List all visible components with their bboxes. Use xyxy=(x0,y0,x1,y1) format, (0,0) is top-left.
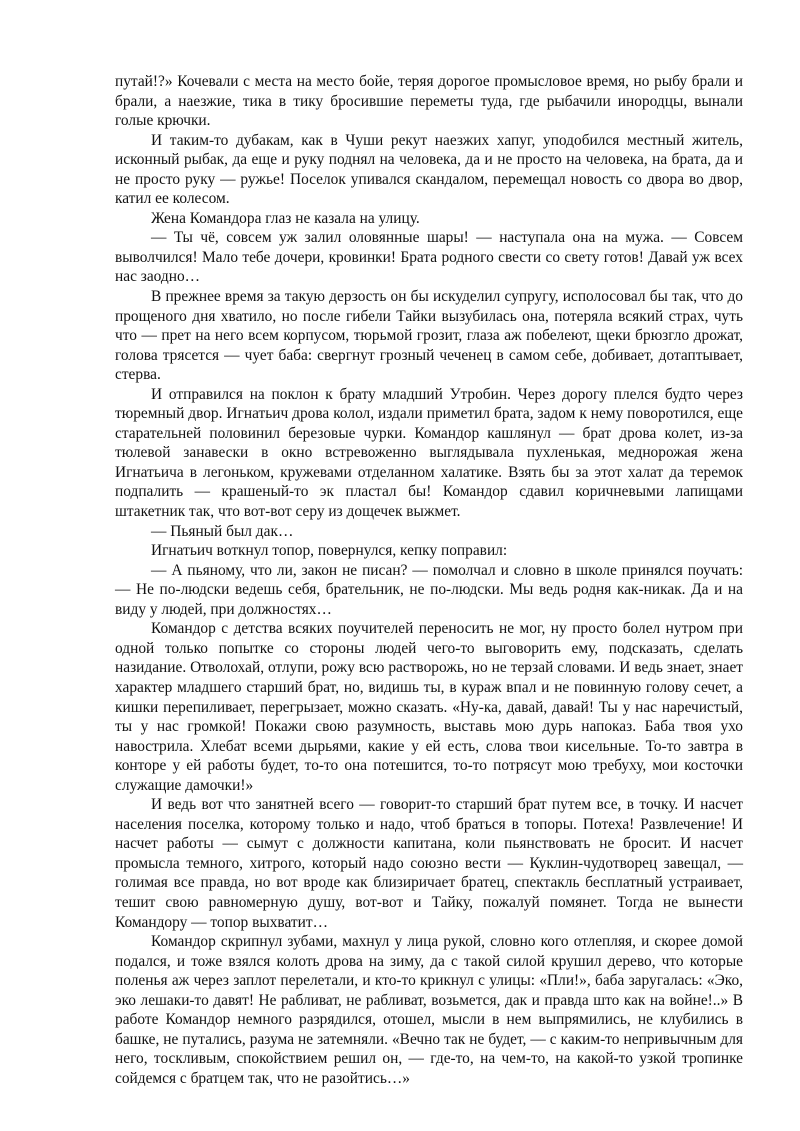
paragraph: путай!?» Кочевали с места на место бойе, теряя дорогое промысловое время, но рыбу брали и брали, а наезжие, тика в тику бросившие переметы туда, где рыбачили инородцы, вынали голые крючки. xyxy=(115,73,743,130)
paragraph: Игнатьич воткнул топор, повернулся, кепку поправил: xyxy=(151,542,508,560)
paragraph: И отправился на поклон к брату младший Утробин. Через дорогу плелся будто через тюремный двор. Игнатьич дрова колол, издали приметил брата, задом к нему поворотился, еще старательней половинил березовые чурки. Командор кашлянул — брат дрова колет, из-за тюлевой занавески в окно встревоженно выглядывала пухленькая, меднорожая жена Игнатьича в легоньком, кружевами отделанном халатике. Взять бы за этот халат да теремок подпалить — крашеный-то эк пластал бы! Командор сдавил коричневыми лапищами штакетник так, что вот-вот серу из дощечек выжмет. xyxy=(115,385,743,521)
paragraph: Командор скрипнул зубами, махнул у лица рукой, словно кого отлепляя, и скорее домой подался, и тоже взялся колоть дрова на зиму, да с такой силой крушил дерево, что которые поленья аж через заплот перелетали, и кто-то крикнул с улицы: «Пли!», баба заругалась: «Эко, эко лешаки-то давят! Не рабливат, не рабливат, возьмется, дак и правда што как на войне!..» В работе Командор немного разрядился, отошел, мысли в нем выпрямились, не клубились в башке, не путались, разума не затемняли. «Вечно так не будет, — с каким-то непривычным для него, тоскливым, спокойствием решил он, — где-то, на чем-то, на какой-то узкой тропинке сойдемся с братцем так, что не разойтись…» xyxy=(115,933,743,1087)
paragraph: — А пьяному, что ли, закон не писан? — помолчал и словно в школе принялся поучать: — Не по-людски ведешь себя, брательник, не по-людски. Мы ведь родня как-никак. Да и на виду у людей, при должностях… xyxy=(115,561,743,618)
paragraph: И ведь вот что занятней всего — говорит-то старший брат путем все, в точку. И насчет населения поселка, которому только и надо, чтоб браться в топоры. Потеха! Развлечение! И насчет работы — сымут с должности капитана, коли пьянствовать не бросит. И насчет промысла темного, хитрого, который надо союзно вести — Куклин-чудотворец завещал, — голимая все правда, но вот вроде как близиричает братец, спектакль бесплатный устраивает, тешит свою равномерную душу, вот-вот и Тайку, пожалуй помянет. Тогда не вынести Командору — топор выхватит… xyxy=(115,796,743,931)
paragraph: — Пьяный был дак… xyxy=(151,522,294,540)
paragraph: В прежнее время за такую дерзость он бы искуделил супругу, исполосовал бы так, что до прощеного дня хватило, но после гибели Тайки вызубилась она, потеряла всякий страх, чуть что — прет на него всем корпусом, тюрьмой грозит, глаза аж побелеют, щеки брюзгло дрожат, голова трясется — чует баба: свергнут грозный чеченец в самом себе, добивает, дотаптывает, стерва. xyxy=(115,288,743,384)
paragraph: И таким-то дубакам, как в Чуши рекут наезжих хапуг, уподобился местный житель, исконный рыбак, да еще и руку поднял на человека, да и не просто на человека, на брата, да и не просто руку — ружье! Поселок упивался скандалом, перемещал новость со двора во двор, катил ее колесом. xyxy=(115,131,743,208)
paragraph: — Ты чё, совсем уж залил оловянные шары! — наступала она на мужа. — Совсем выволчился! Мало тебе дочери, кровинки! Брата родного свести со свету готов! Давай уж всех нас заодно… xyxy=(115,229,743,286)
document-page xyxy=(115,72,743,1088)
paragraph: Командор с детства всяких поучителей переносить не мог, ну просто болел нутром при одной только попытке со стороны людей чего-то выговорить ему, подсказать, сделать назидание. Отволохай, отлупи, рожу всю растворожь, но не терзай словами. И ведь знает, знает характер младшего старший брат, но, видишь ты, в кураж впал и не повинную голову сечет, а кишки перепиливает, перегрызает, можно сказать. «Ну-ка, давай, давай! Ты у нас наречистый, ты у нас громкой! Покажи свою разумность, выставь мою дурь напоказ. Баба твоя ухо навострила. Хлебат всеми дырьями, какие у ей есть, слова твои кисельные. То-то завтра в конторе у ей работы будет, то-то она потешится, то-то потрясут мою требуху, мои косточки служащие дамочки!» xyxy=(115,620,743,794)
paragraph: Жена Командора глаз не казала на улицу. xyxy=(151,209,420,227)
